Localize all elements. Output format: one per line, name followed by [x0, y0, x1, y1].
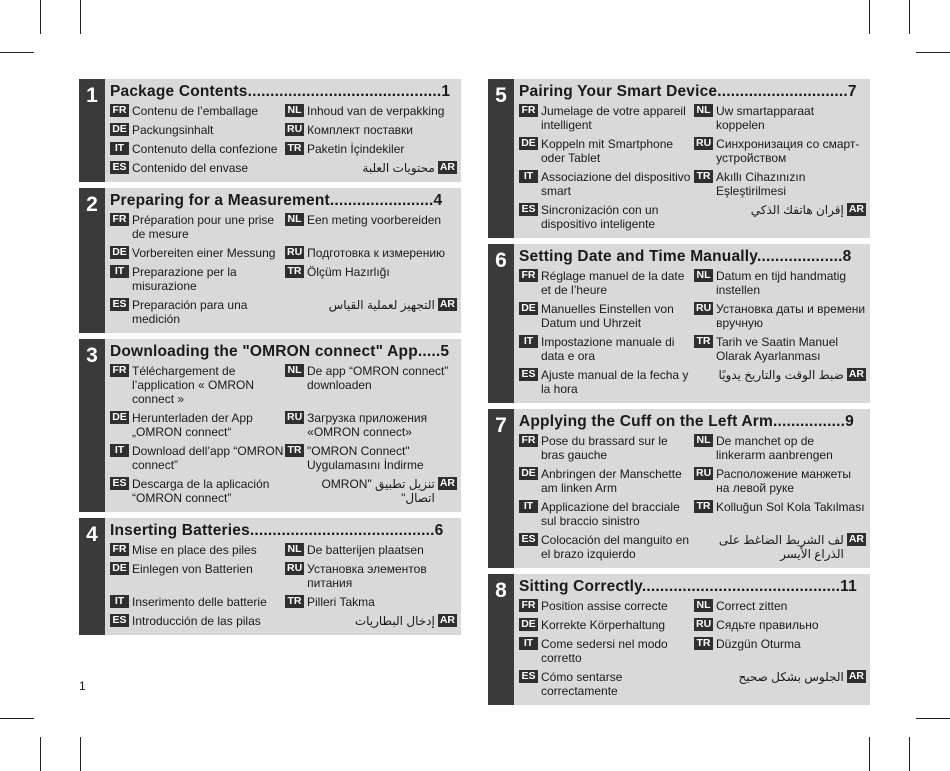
language-code-badge: TR	[285, 142, 304, 155]
language-code-badge: FR	[110, 104, 129, 117]
language-code-badge: NL	[694, 434, 713, 447]
language-code-badge: NL	[694, 104, 713, 117]
language-entry	[110, 159, 285, 178]
language-entry	[110, 121, 285, 140]
language-code-badge: TR	[694, 170, 713, 183]
language-entries	[110, 362, 457, 508]
toc-section	[488, 574, 870, 705]
translated-title: Een meting voorbereiden	[307, 213, 442, 227]
crop-mark	[909, 737, 910, 771]
toc-section	[488, 244, 870, 403]
language-entry	[694, 267, 866, 300]
language-entry	[694, 498, 866, 531]
language-code-badge: FR	[110, 364, 129, 377]
language-row	[519, 102, 866, 135]
language-entry	[519, 635, 694, 668]
language-code-badge: ES	[519, 203, 538, 216]
language-row	[110, 362, 457, 409]
translated-title: Установка элементов питания	[307, 562, 427, 590]
translated-title: Sincronización con un dispositivo inteligente	[541, 203, 659, 231]
translated-title: Packungsinhalt	[132, 123, 214, 137]
language-row	[110, 296, 457, 329]
translated-title: Inhoud van de verpakking	[307, 104, 445, 118]
translated-title: Impostazione manuale di data e ora	[541, 335, 675, 363]
language-entry	[110, 541, 285, 560]
translated-title: Préparation pour une prise de mesure	[132, 213, 275, 241]
language-entries	[110, 102, 457, 178]
language-row	[519, 267, 866, 300]
language-entry	[285, 211, 457, 244]
language-code-badge: RU	[287, 246, 303, 258]
translated-title: إدخال البطاريات	[354, 614, 435, 628]
language-row	[110, 409, 457, 442]
language-entry	[519, 498, 694, 531]
language-entries	[110, 211, 457, 329]
language-entry	[110, 102, 285, 121]
language-entry	[285, 296, 457, 329]
language-entry	[694, 635, 866, 668]
section-title[interactable]: Setting Date and Time Manually...................8	[519, 248, 852, 265]
toc-section	[79, 518, 461, 635]
language-entry	[519, 267, 694, 300]
translated-title: Descarga de la aplicación “OMRON connect”	[132, 477, 270, 505]
language-code-badge: RU	[287, 562, 303, 574]
section-number: 4	[79, 518, 105, 635]
language-code-badge: IT	[519, 335, 538, 348]
language-entry	[285, 102, 457, 121]
language-code-badge: AR	[848, 203, 864, 215]
translated-title: Come sedersi nel modo corretto	[541, 637, 668, 665]
translated-title: Ajuste manual de la fecha y la hora	[541, 368, 689, 396]
translated-title: Tarih ve Saatin Manuel Olarak Ayarlanması	[716, 335, 839, 363]
language-code-badge: RU	[696, 137, 712, 149]
language-code-badge: ES	[519, 533, 538, 546]
language-row	[110, 442, 457, 475]
section-title[interactable]: Inserting Batteries.........................................6	[110, 522, 444, 539]
language-entry	[110, 362, 285, 409]
crop-mark	[869, 737, 870, 771]
language-code-badge: DE	[110, 562, 129, 575]
translated-title: Синхронизация со смарт-устройством	[716, 137, 860, 165]
translated-title: Contenuto della confezione	[132, 142, 278, 156]
translated-title: Установка даты и времени вручную	[716, 302, 866, 330]
language-code-badge: IT	[519, 500, 538, 513]
language-code-badge: AR	[848, 533, 864, 545]
crop-mark	[916, 52, 950, 53]
translated-title: Uw smartapparaat koppelen	[716, 104, 815, 132]
language-entry	[694, 333, 866, 366]
language-code-badge: TR	[285, 444, 304, 457]
language-row	[110, 541, 457, 560]
language-entry	[110, 409, 285, 442]
language-entry	[694, 366, 866, 399]
translated-title: Mise en place des piles	[132, 543, 257, 557]
language-entry	[519, 168, 694, 201]
translated-title: Загрузка приложения «OMRON connect»	[307, 411, 428, 439]
language-code-badge: NL	[285, 213, 304, 226]
language-entry	[110, 244, 285, 263]
translated-title: Téléchargement de l’application « OMRON connect »	[132, 364, 255, 406]
language-code-badge: DE	[519, 137, 538, 150]
translated-title: Koppeln mit Smartphone oder Tablet	[541, 137, 674, 165]
translated-title: Preparación para una medición	[132, 298, 248, 326]
language-row	[519, 135, 866, 168]
language-row	[519, 432, 866, 465]
language-entry	[285, 362, 457, 409]
language-entry	[519, 597, 694, 616]
language-code-badge: DE	[110, 411, 129, 424]
language-code-badge: NL	[285, 104, 304, 117]
language-entry	[519, 366, 694, 399]
language-entry	[519, 531, 694, 564]
language-code-badge: NL	[285, 364, 304, 377]
crop-mark	[40, 737, 41, 771]
language-entries	[519, 267, 866, 399]
translated-title: Download dell’app “OMRON connect”	[132, 444, 284, 472]
language-code-badge: TR	[694, 500, 713, 513]
translated-title: Düzgün Oturma	[716, 637, 801, 651]
language-row	[519, 333, 866, 366]
language-row	[519, 616, 866, 635]
language-row	[110, 121, 457, 140]
language-code-badge: AR	[439, 298, 455, 310]
language-code-badge: IT	[110, 265, 129, 278]
language-code-badge: TR	[694, 637, 713, 650]
language-code-badge: AR	[439, 614, 455, 626]
language-row	[519, 300, 866, 333]
language-entry	[110, 211, 285, 244]
translated-title: لف الشريط الضاغط على الذراع الأيسر	[718, 533, 844, 561]
language-row	[519, 366, 866, 399]
section-body	[110, 188, 461, 333]
toc-column-right	[488, 79, 870, 711]
translated-title: Сядьте правильно	[716, 618, 819, 632]
language-row	[519, 201, 866, 234]
language-row	[110, 102, 457, 121]
crop-mark	[869, 0, 870, 34]
language-entry	[285, 263, 457, 296]
language-code-badge: IT	[519, 170, 538, 183]
language-entry	[519, 465, 694, 498]
language-code-badge: TR	[285, 265, 304, 278]
translated-title: Подготовка к измерению	[307, 246, 446, 260]
language-entry	[519, 333, 694, 366]
toc-section	[79, 188, 461, 333]
language-code-badge: AR	[439, 161, 455, 173]
language-code-badge: NL	[694, 269, 713, 282]
language-row	[110, 211, 457, 244]
language-code-badge: RU	[287, 123, 303, 135]
page-number: 1	[79, 679, 86, 693]
section-body	[519, 79, 870, 238]
translated-title: Akıllı Cihazınızın Eşleştirilmesi	[716, 170, 806, 198]
translated-title: De batterijen plaatsen	[307, 543, 424, 557]
section-body	[110, 518, 461, 635]
language-row	[110, 560, 457, 593]
translated-title: إقران هاتفك الذكي	[750, 203, 844, 217]
language-entry	[519, 668, 694, 701]
language-code-badge: RU	[696, 618, 712, 630]
section-title[interactable]: Sitting Correctly............................................11	[519, 578, 857, 595]
translated-title: Ölçüm Hazırlığı	[307, 265, 390, 279]
language-entry	[285, 140, 457, 159]
language-entry	[694, 135, 866, 168]
language-row	[519, 498, 866, 531]
translated-title: Position assise correcte	[541, 599, 668, 613]
language-code-badge: TR	[694, 335, 713, 348]
language-entry	[110, 263, 285, 296]
language-entry	[285, 442, 457, 475]
language-entry	[110, 140, 285, 159]
section-number: 5	[488, 79, 514, 238]
section-number: 6	[488, 244, 514, 403]
translated-title: "OMRON Connect" Uygulamasını İndirme	[307, 444, 424, 472]
language-code-badge: DE	[519, 467, 538, 480]
language-entry	[285, 409, 457, 442]
language-entry	[694, 102, 866, 135]
language-row	[110, 263, 457, 296]
language-entry	[694, 300, 866, 333]
language-code-badge: ES	[110, 298, 129, 311]
section-number: 2	[79, 188, 105, 333]
language-row	[110, 612, 457, 631]
language-entry	[110, 612, 285, 631]
translated-title: Colocación del manguito en el brazo izquierdo	[541, 533, 690, 561]
language-entry	[694, 616, 866, 635]
language-code-badge: DE	[519, 618, 538, 631]
language-entry	[519, 616, 694, 635]
translated-title: تنزيل تطبيق "OMRON اتصال"	[321, 477, 435, 505]
language-code-badge: RU	[696, 467, 712, 479]
language-entries	[519, 597, 866, 701]
section-title[interactable]: Package Contents...........................................1	[110, 83, 451, 100]
language-entry	[694, 432, 866, 465]
toc-section	[79, 79, 461, 182]
language-row	[519, 531, 866, 564]
language-code-badge: IT	[110, 444, 129, 457]
section-title[interactable]: Applying the Cuff on the Left Arm................9	[519, 413, 854, 430]
language-row	[519, 465, 866, 498]
crop-mark	[909, 0, 910, 34]
translated-title: Correct zitten	[716, 599, 788, 613]
translated-title: Einlegen von Batterien	[132, 562, 253, 576]
translated-title: Cómo sentarse correctamente	[541, 670, 623, 698]
translated-title: Vorbereiten einer Messung	[132, 246, 276, 260]
language-row	[519, 597, 866, 616]
section-number: 1	[79, 79, 105, 182]
translated-title: الجلوس بشكل صحيح	[738, 670, 844, 684]
language-row	[110, 593, 457, 612]
language-row	[519, 635, 866, 668]
language-code-badge: TR	[285, 595, 304, 608]
language-code-badge: ES	[519, 670, 538, 683]
language-entry	[519, 201, 694, 234]
language-code-badge: AR	[439, 477, 455, 489]
translated-title: Applicazione del bracciale sul braccio sinistro	[541, 500, 680, 528]
translated-title: Расположение манжеты на левой руке	[716, 467, 852, 495]
translated-title: Introducción de las pilas	[132, 614, 261, 628]
language-entry	[519, 102, 694, 135]
crop-mark	[0, 718, 34, 719]
language-row	[110, 244, 457, 263]
crop-mark	[0, 52, 34, 53]
toc-section	[79, 339, 461, 512]
language-entry	[110, 296, 285, 329]
language-code-badge: RU	[696, 302, 712, 314]
translated-title: التجهيز لعملية القياس	[328, 298, 435, 312]
language-entry	[285, 244, 457, 263]
translated-title: De app “OMRON connect” downloaden	[307, 364, 449, 392]
toc-section	[488, 79, 870, 238]
section-title[interactable]: Downloading the "OMRON connect" App.....5	[110, 343, 450, 360]
language-code-badge: IT	[110, 595, 129, 608]
section-number: 3	[79, 339, 105, 512]
language-entry	[110, 475, 285, 508]
translated-title: محتويات العلبة	[362, 161, 435, 175]
translated-title: Herunterladen der App „OMRON connect“	[132, 411, 253, 439]
translated-title: Contenido del envase	[132, 161, 249, 175]
section-title[interactable]: Pairing Your Smart Device.............................7	[519, 83, 857, 100]
language-code-badge: DE	[110, 246, 129, 259]
section-title[interactable]: Preparing for a Measurement.......................4	[110, 192, 443, 209]
translated-title: Paketin İçindekiler	[307, 142, 405, 156]
language-code-badge: AR	[848, 670, 864, 682]
language-code-badge: ES	[110, 161, 129, 174]
language-code-badge: NL	[694, 599, 713, 612]
language-code-badge: ES	[110, 477, 129, 490]
language-code-badge: FR	[110, 213, 129, 226]
language-entry	[519, 300, 694, 333]
language-code-badge: AR	[848, 368, 864, 380]
language-entry	[694, 168, 866, 201]
language-code-badge: ES	[519, 368, 538, 381]
section-body	[110, 339, 461, 512]
language-code-badge: DE	[110, 123, 129, 136]
section-body	[519, 409, 870, 568]
language-entry	[285, 159, 457, 178]
language-entry	[285, 593, 457, 612]
language-entry	[285, 541, 457, 560]
language-row	[110, 475, 457, 508]
language-entry	[694, 531, 866, 564]
crop-mark	[80, 0, 81, 34]
language-entry	[519, 432, 694, 465]
translated-title: Datum en tijd handmatig instellen	[716, 269, 847, 297]
language-entries	[519, 102, 866, 234]
language-code-badge: NL	[285, 543, 304, 556]
language-code-badge: RU	[287, 411, 303, 423]
language-code-badge: FR	[519, 269, 538, 282]
translated-title: Inserimento delle batterie	[132, 595, 267, 609]
section-number: 7	[488, 409, 514, 568]
translated-title: Pilleri Takma	[307, 595, 375, 609]
section-body	[110, 79, 461, 182]
crop-mark	[80, 737, 81, 771]
language-entry	[110, 442, 285, 475]
language-entries	[110, 541, 457, 631]
section-body	[519, 574, 870, 705]
crop-mark	[40, 0, 41, 34]
language-row	[110, 140, 457, 159]
translated-title: De manchet op de linkerarm aanbrengen	[716, 434, 833, 462]
translated-title: Associazione del dispositivo smart	[541, 170, 691, 198]
translated-title: Korrekte Körperhaltung	[541, 618, 666, 632]
language-row	[110, 159, 457, 178]
language-entry	[285, 612, 457, 631]
language-entry	[285, 560, 457, 593]
language-code-badge: IT	[519, 637, 538, 650]
language-entry	[110, 593, 285, 612]
language-entry	[694, 465, 866, 498]
translated-title: Réglage manuel de la date et de l’heure	[541, 269, 685, 297]
language-entry	[694, 597, 866, 616]
translated-title: Kolluğun Sol Kola Takılması	[716, 500, 865, 514]
section-body	[519, 244, 870, 403]
language-code-badge: FR	[519, 599, 538, 612]
language-entry	[694, 668, 866, 701]
language-entry	[285, 475, 457, 508]
language-code-badge: FR	[519, 104, 538, 117]
section-number: 8	[488, 574, 514, 705]
toc-column-left	[79, 79, 461, 641]
language-entry	[694, 201, 866, 234]
language-code-badge: DE	[519, 302, 538, 315]
language-code-badge: FR	[519, 434, 538, 447]
toc-section	[488, 409, 870, 568]
crop-mark	[916, 718, 950, 719]
translated-title: Jumelage de votre appareil intelligent	[541, 104, 686, 132]
language-row	[519, 668, 866, 701]
language-entry	[519, 135, 694, 168]
language-code-badge: FR	[110, 543, 129, 556]
language-entry	[285, 121, 457, 140]
language-entry	[110, 560, 285, 593]
translated-title: Anbringen der Manschette am linken Arm	[541, 467, 682, 495]
language-code-badge: IT	[110, 142, 129, 155]
translated-title: ضبط الوقت والتاريخ يدويًا	[718, 368, 844, 382]
language-row	[519, 168, 866, 201]
translated-title: Pose du brassard sur le bras gauche	[541, 434, 668, 462]
language-entries	[519, 432, 866, 564]
translated-title: Contenu de l’emballage	[132, 104, 259, 118]
language-code-badge: ES	[110, 614, 129, 627]
translated-title: Preparazione per la misurazione	[132, 265, 237, 293]
translated-title: Manuelles Einstellen von Datum und Uhrzeit	[541, 302, 674, 330]
translated-title: Комплект поставки	[307, 123, 414, 137]
